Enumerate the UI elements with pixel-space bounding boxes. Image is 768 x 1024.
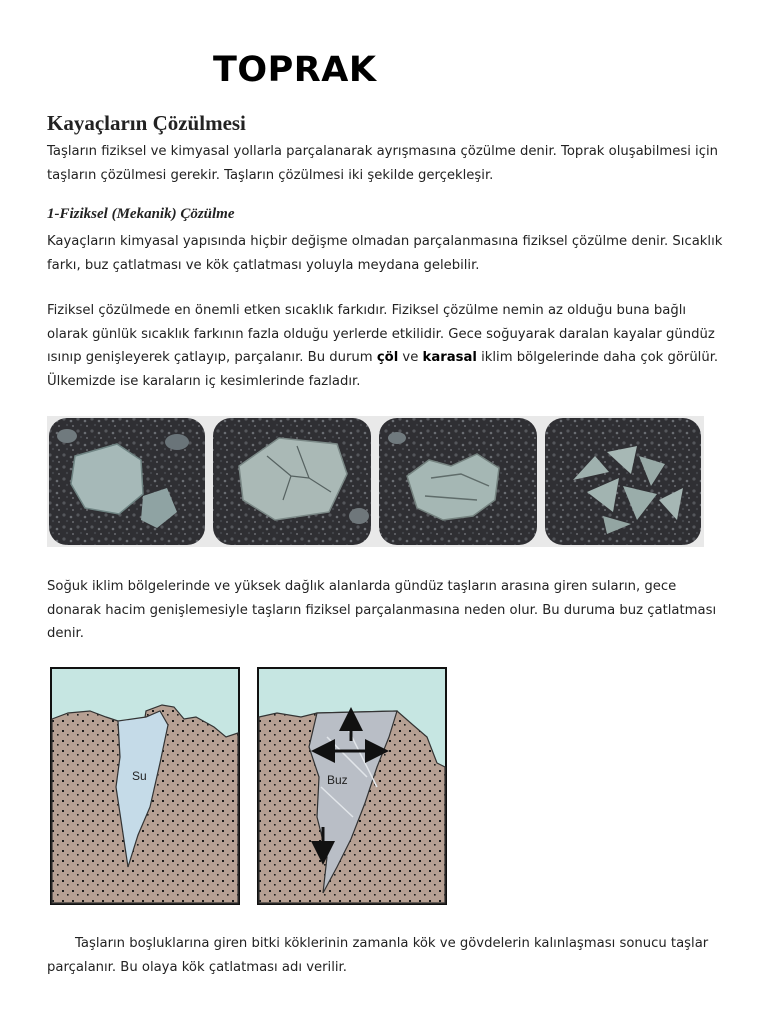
ice-crack-svg — [257, 667, 447, 905]
section-heading: Kayaçların Çözülmesi — [47, 111, 246, 135]
ice-label: Buz — [327, 773, 348, 787]
desert-term: çöl — [376, 350, 399, 365]
ice-crack-diagram — [257, 667, 447, 905]
temperature-paragraph — [47, 299, 727, 393]
rock-photo-strip-svg — [47, 416, 704, 547]
intro-paragraph: Taşların fiziksel ve kimyasal yollarla parçalanarak ayrışmasına çözülme denir. Toprak oluşabilmesi için taşların çözülmesi gerekir. Taşların çözülmesi iki şekilde gerçekleşir. — [47, 144, 718, 183]
sub-heading: 1-Fiziksel (Mekanik) Çözülme — [47, 206, 235, 222]
continental-term: karasal — [422, 350, 477, 365]
page-title: TOPRAK — [213, 50, 377, 90]
water-label: Su — [132, 769, 147, 783]
temperature-text-mid: ve — [398, 350, 423, 365]
rock-photo-2 — [213, 418, 371, 545]
rock-photo-3 — [379, 418, 537, 545]
root-wedging-paragraph: Taşların boşluklarına giren bitki köklerinin zamanla kök ve gövdelerin kalınlaşması sonucu taşlar parçalanır. Bu olaya kök çatlatması adı verilir. — [47, 936, 709, 975]
temperature-text-1: Fiziksel çözülmede en önemli etken sıcaklık farkıdır. Fiziksel çözülme nemin az olduğu buna bağlı olarak günlük sıcaklık farkının fazla olduğu yerlerde etkilidir. Gece soğuyarak daralan kayalar gündüz ısınıp genişleyerek çatlayıp, parçalanır. Bu durum — [47, 303, 715, 365]
water-crack-diagram — [50, 667, 240, 905]
physical-weathering-paragraph: Kayaçların kimyasal yapısında hiçbir değişme olmadan parçalanmasına fiziksel çözülme denir. Sıcaklık farkı, buz çatlatması ve kök çatlatması yoluyla meydana gelebilir. — [47, 234, 723, 273]
rock-weathering-photos — [47, 416, 704, 547]
rock-photo-1 — [49, 418, 205, 545]
water-crack-svg — [50, 667, 240, 905]
rock-photo-4 — [545, 418, 701, 545]
ice-wedging-paragraph: Soğuk iklim bölgelerinde ve yüksek dağlık alanlarda gündüz taşların arasına giren suların, gece donarak hacim genişlemesiyle taşların fiziksel parçalanmasına neden olur. Bu duruma buz çatlatması denir. — [47, 579, 717, 641]
temperature-text-2: iklim bölgelerinde daha çok görülür. Ülkemizde ise karaların iç kesimlerinde fazladır. — [47, 350, 719, 389]
